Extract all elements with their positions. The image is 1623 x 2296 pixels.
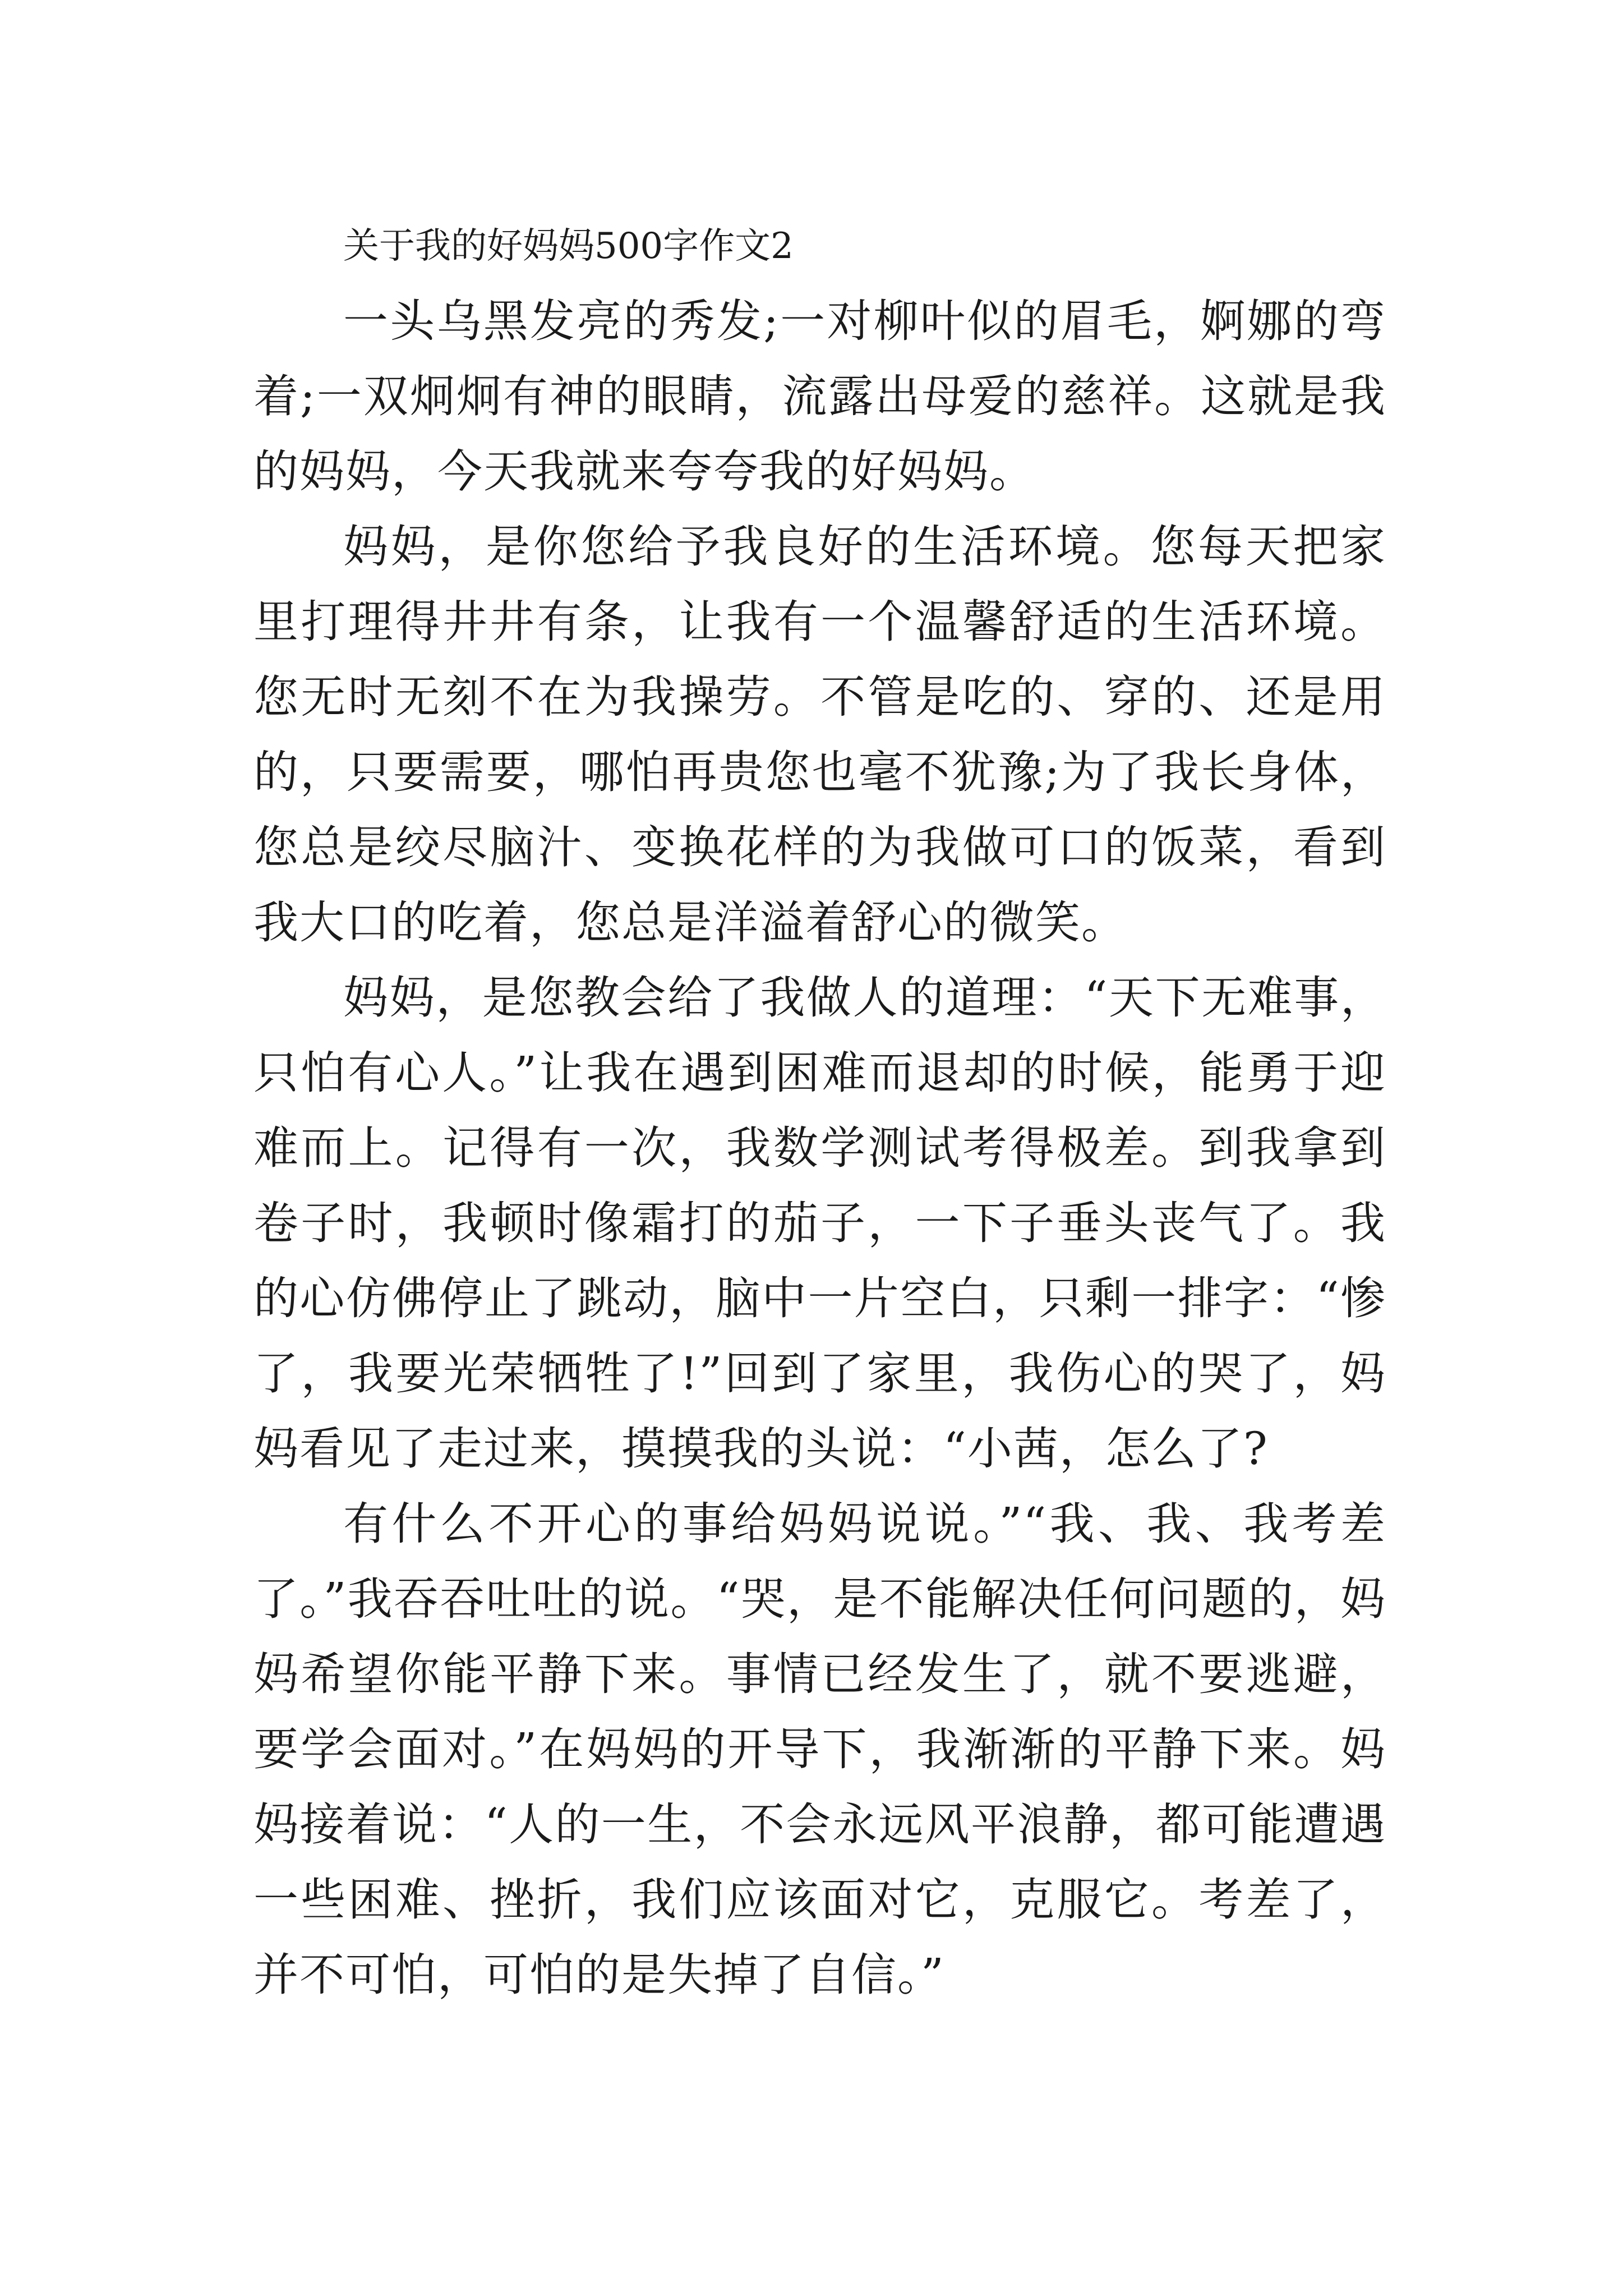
document-body: [253, 209, 1386, 2013]
paragraph-2: 妈妈，是你您给予我良好的生活环境。您每天把家里打理得井井有条，让我有一个温馨舒适的生活环境。您无时无刻不在为我操劳。不管是吃的、穿的、还是用的，只要需要，哪怕再贵您也毫不犹豫;为了我长身体，您总是绞尽脑汁、变换花样的为我做可口的饭菜，看到我大口的吃着，您总是洋溢着舒心的微笑。: [253, 521, 1386, 949]
paragraph-1: 一头乌黑发亮的秀发;一对柳叶似的眉毛，婀娜的弯着;一双炯炯有神的眼睛，流露出母爱的慈祥。这就是我的妈妈，今天我就来夸夸我的好妈妈。: [253, 295, 1386, 498]
essay-title: 关于我的好妈妈500字作文2: [343, 226, 794, 267]
paragraph-3: 妈妈，是您教会给了我做人的道理：“天下无难事，只怕有心人。”让我在遇到困难而退却的时候，能勇于迎难而上。记得有一次，我数学测试考得极差。到我拿到卷子时，我顿时像霜打的茄子，一下子垂头丧气了。我的心仿佛停止了跳动，脑中一片空白，只剩一排字：“惨了，我要光荣牺牲了!”回到了家里，我伤心的哭了，妈妈看见了走过来，摸摸我的头说：“小茜，怎么了?: [253, 972, 1386, 1475]
paragraph-4: 有什么不开心的事给妈妈说说。”“我、我、我考差了。”我吞吞吐吐的说。“哭，是不能解决任何问题的，妈妈希望你能平静下来。事情已经发生了，就不要逃避，要学会面对。”在妈妈的开导下，我渐渐的平静下来。妈妈接着说：“人的一生，不会永远风平浪静，都可能遭遇一些困难、挫折，我们应该面对它，克服它。考差了，并不可怕，可怕的是失掉了自信。”: [253, 1498, 1386, 2001]
